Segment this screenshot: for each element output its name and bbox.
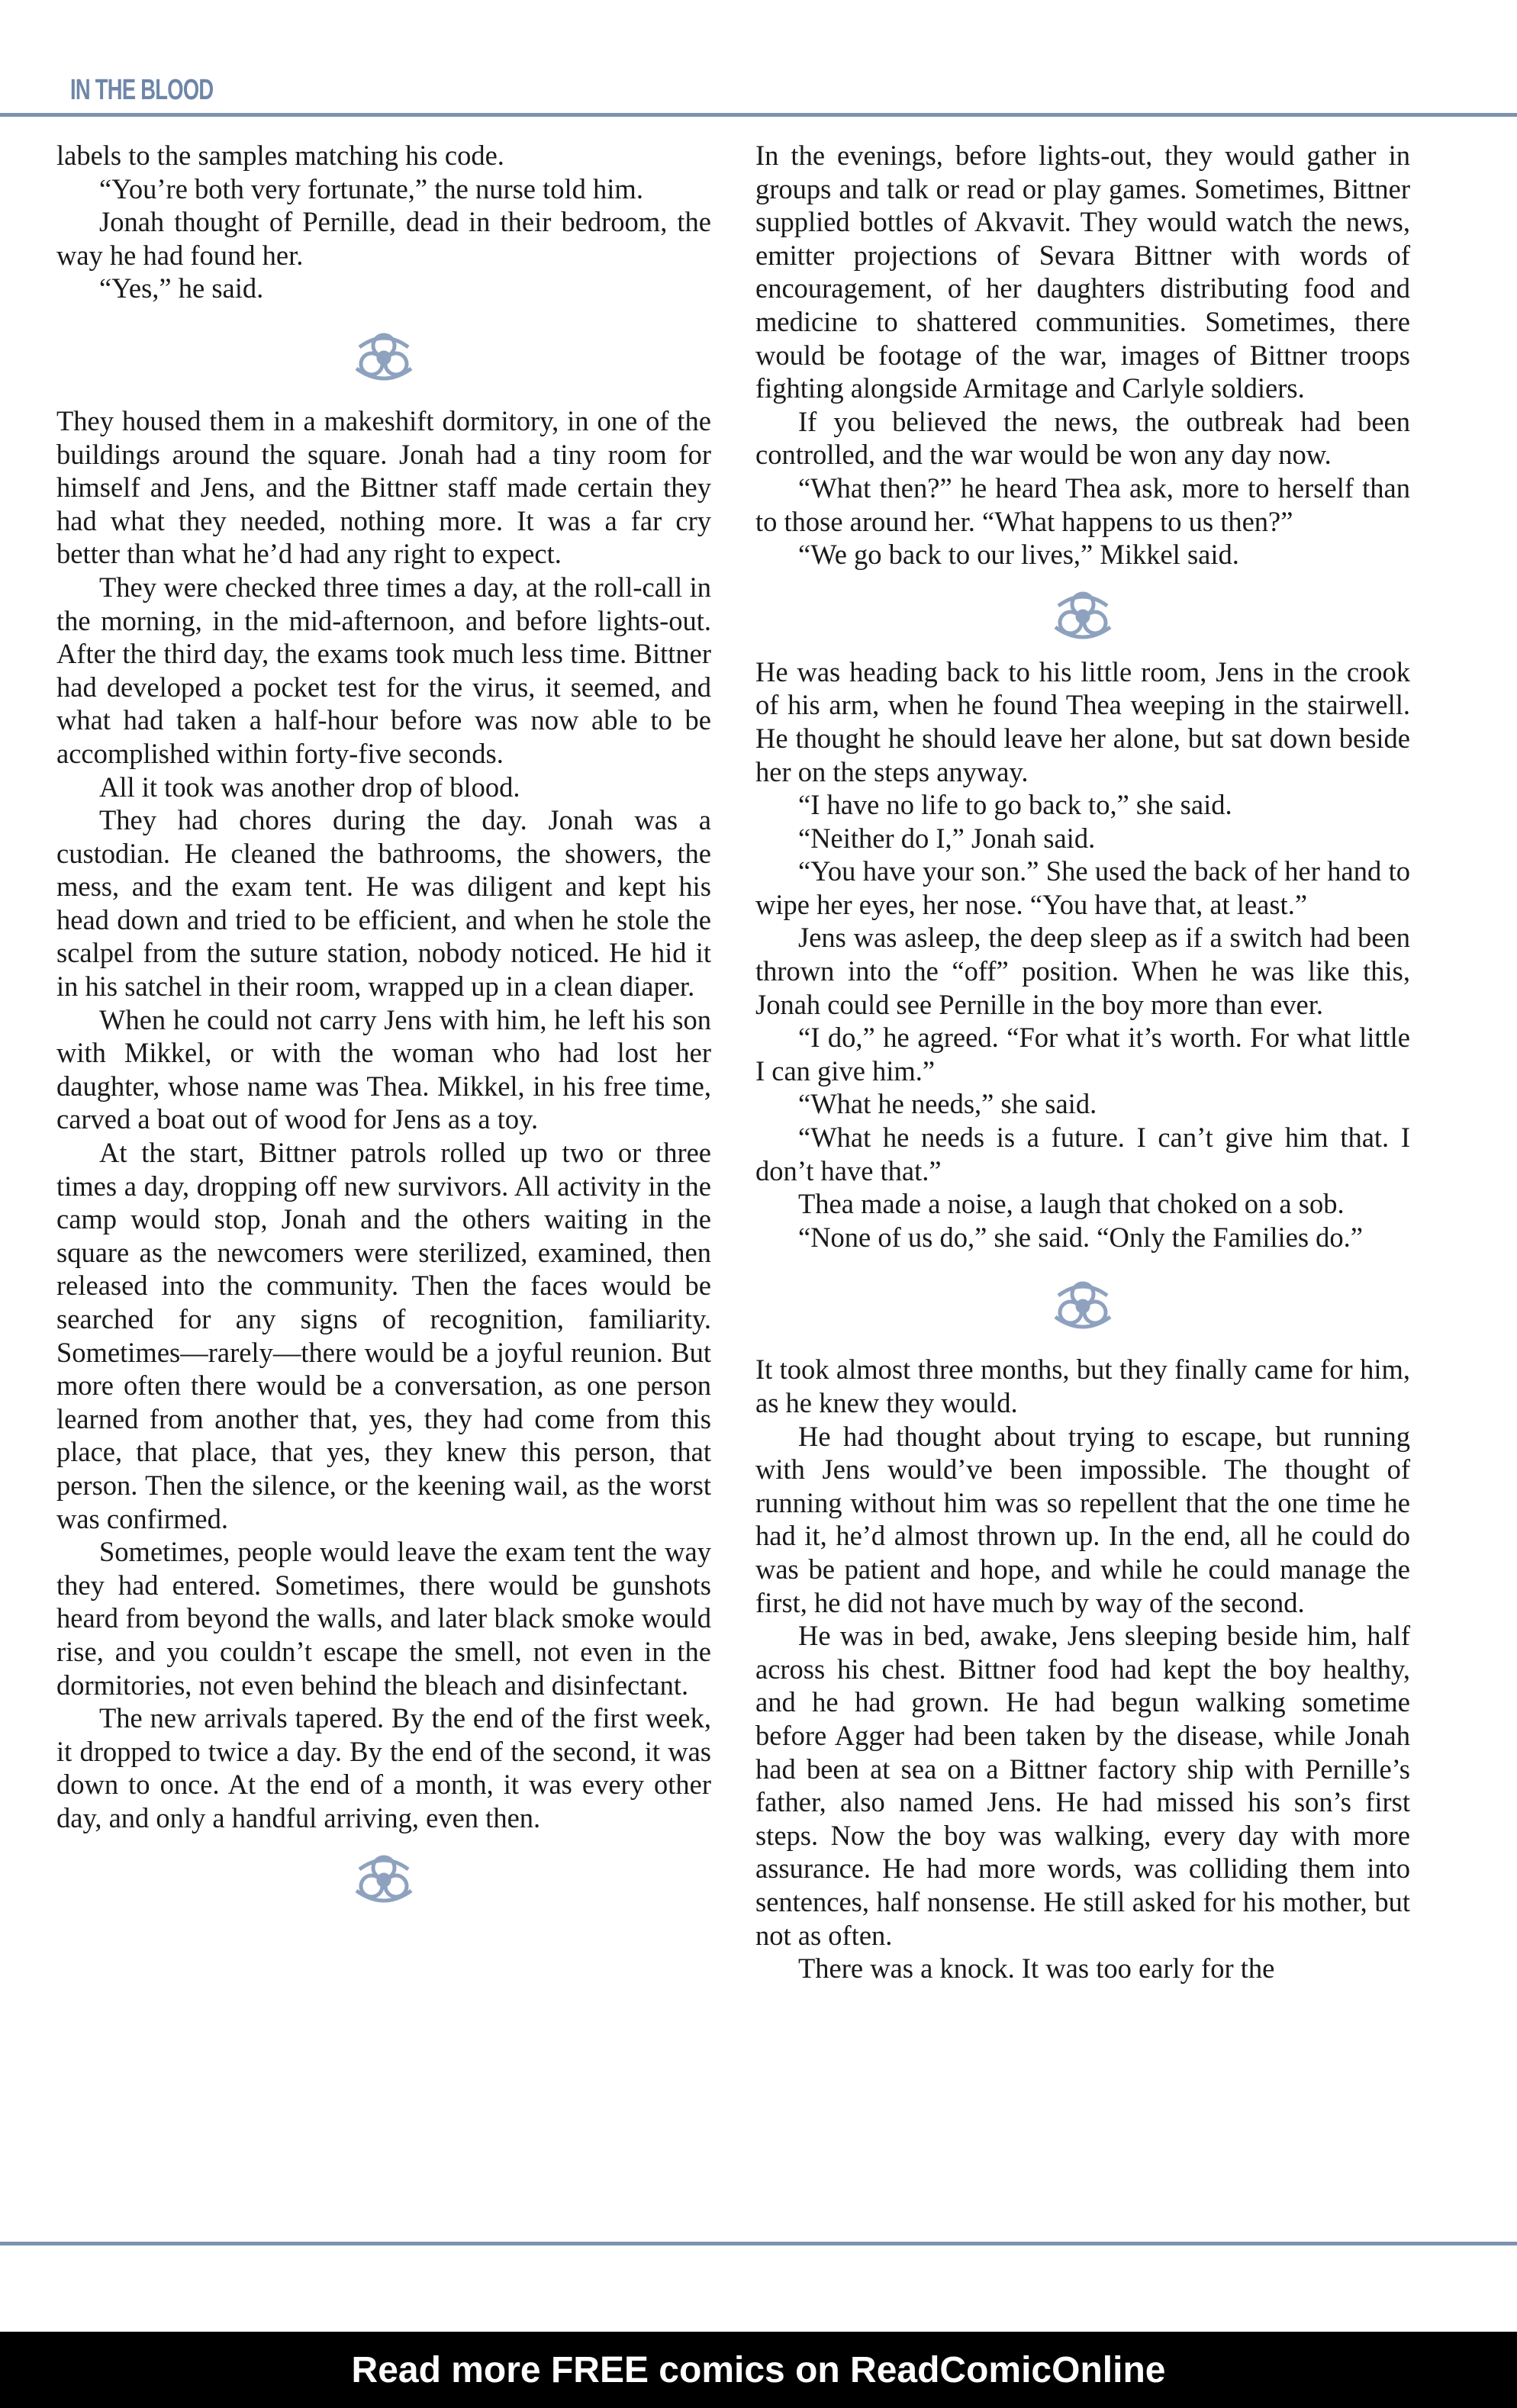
paragraph: He was in bed, awake, Jens sleeping beside him, half across his chest. Bittner food had kept the boy healthy, and he had grown. He had begun walking sometime before Agger had been taken by the disease, while Jonah had been at sea on a Bittner factory ship with Pernille’s father, also named Jens. He had missed his son’s first steps. Now the boy was walking, every day with more assurance. He had more words, was colliding them into sentences, half nonsense. He still asked for his mother, but not as often. xyxy=(755,1620,1410,1951)
biohazard-ornament-icon xyxy=(349,1846,419,1907)
paragraph: Sometimes, people would leave the exam tent the way they had entered. Sometimes, there would be gunshots heard from beyond the walls, and later black smoke would rise, and you couldn’t escape the smell, not even in the dormitories, not even behind the bleach and disinfectant. xyxy=(56,1536,711,1701)
paragraph: “What then?” he heard Thea ask, more to herself than to those around her. “What happens to us then?” xyxy=(755,472,1410,537)
paragraph: “What he needs,” she said. xyxy=(798,1088,1097,1120)
paragraph: It took almost three months, but they finally came for him, as he knew they would. xyxy=(755,1354,1410,1418)
paragraph: They had chores during the day. Jonah was a custodian. He cleaned the bathrooms, the showers, the mess, and the exam tent. He was diligent and kept his head down and tried to be efficient, and when he stole the scalpel from the suture station, nobody noticed. He hid it in his satchel in their room, wrapped up in a clean diaper. xyxy=(56,804,711,1003)
paragraph: All it took was another drop of blood. xyxy=(99,771,520,803)
paragraph: “You’re both very fortunate,” the nurse told him. xyxy=(99,172,643,204)
biohazard-ornament-icon xyxy=(349,324,419,385)
paragraph: The new arrivals tapered. By the end of the first week, it dropped to twice a day. By the end of the second, it was down to once. At the end of a month, it was every other day, and only a handful arriving, even then. xyxy=(56,1702,711,1833)
paragraph: They were checked three times a day, at the roll-call in the morning, in the mid-afternoon, and before lights-out. After the third day, the exams took much less time. Bittner had developed a pocket test for the virus, it seemed, and what had taken a half-hour before was now able to be accomplished within forty-five seconds. xyxy=(56,571,711,769)
paragraph: “I have no life to go back to,” she said. xyxy=(798,789,1232,821)
section-break xyxy=(755,571,1410,655)
paragraph: When he could not carry Jens with him, he left his son with Mikkel, or with the woman who had lost her daughter, whose name was Thea. Mikkel, in his free time, carved a boat out of wood for Jens as a toy. xyxy=(56,1003,711,1135)
section-break xyxy=(56,305,711,404)
paragraph: He had thought about trying to escape, but running with Jens would’ve been impossible. The thought of running without him was so repellent that the one time he had it, he’d almost thrown up. In the end, all he could do was be patient and hope, and while he could manage the first, he did not have much by way of the second. xyxy=(755,1420,1410,1618)
promo-banner[interactable] xyxy=(0,2332,1517,2408)
biohazard-ornament-icon xyxy=(1048,583,1118,644)
header-divider xyxy=(0,113,1517,117)
paragraph: “None of us do,” she said. “Only the Families do.” xyxy=(798,1221,1363,1253)
paragraph: In the evenings, before lights-out, they would gather in groups and talk or read or play games. Sometimes, Bittner supplied bottles of Akvavit. They would watch the news, emitter projections of Sevara Bittner with words of encouragement, of her daughters distributing food and medicine to shattered communities. Sometimes, there would be footage of the war, images of Bittner troops fighting alongside Armitage and Carlyle soldiers. xyxy=(755,140,1410,404)
right-column xyxy=(755,139,1410,1985)
paragraph: “You have your son.” She used the back of her hand to wipe her eyes, her nose. “You have that, at least.” xyxy=(755,855,1410,920)
promo-banner-text[interactable]: Read more FREE comics on ReadComicOnline xyxy=(351,2349,1166,2390)
paragraph: If you believed the news, the outbreak had been controlled, and the war would be won any day now. xyxy=(755,405,1410,471)
paragraph: He was heading back to his little room, Jens in the crook of his arm, when he found Thea weeping in the stairwell. He thought he should leave her alone, but sat down beside her on the steps anyway. xyxy=(755,655,1410,787)
paragraph: Thea made a noise, a laugh that choked on a sob. xyxy=(798,1188,1345,1220)
paragraph: At the start, Bittner patrols rolled up two or three times a day, dropping off new survivors. All activity in the camp would stop, Jonah and the others waiting in the square as the newcomers were sterilized, examined, then released into the community. Then the faces would be searched for any signs of recognition, familiarity. Sometimes—rarely—there would be a joyful reunion. But more often there would be a conversation, as one person learned from another that, yes, they had come from this place, that place, that yes, they knew this person, that person. Then the silence, or the keening wail, as the worst was confirmed. xyxy=(56,1137,711,1534)
paragraph: “I do,” he agreed. “For what it’s worth. For what little I can give him.” xyxy=(755,1022,1410,1086)
paragraph: There was a knock. It was too early for the xyxy=(798,1952,1275,1985)
section-break xyxy=(755,1254,1410,1353)
paragraph: “Neither do I,” Jonah said. xyxy=(798,822,1096,854)
footer-divider xyxy=(0,2242,1517,2245)
paragraph: labels to the samples matching his code. xyxy=(56,140,504,171)
paragraph: Jens was asleep, the deep sleep as if a switch had been thrown into the “off” position. When he was like this, Jonah could see Pernille in the boy more than ever. xyxy=(755,922,1410,1020)
section-break xyxy=(56,1835,711,1919)
paragraph: “What he needs is a future. I can’t give him that. I don’t have that.” xyxy=(755,1122,1410,1186)
biohazard-ornament-icon xyxy=(1048,1273,1118,1334)
left-column xyxy=(56,139,711,1919)
paragraph: “Yes,” he said. xyxy=(99,272,264,304)
paragraph: “We go back to our lives,” Mikkel said. xyxy=(798,539,1239,571)
paragraph: They housed them in a makeshift dormitory, in one of the buildings around the square. Jonah had a tiny room for himself and Jens, and the Bittner staff made certain they had what they needed, nothing more. It was a far cry better than what he’d had any right to expect. xyxy=(56,404,711,570)
running-header-title: IN THE BLOOD xyxy=(70,74,214,106)
paragraph: Jonah thought of Pernille, dead in their bedroom, the way he had found her. xyxy=(56,206,711,271)
